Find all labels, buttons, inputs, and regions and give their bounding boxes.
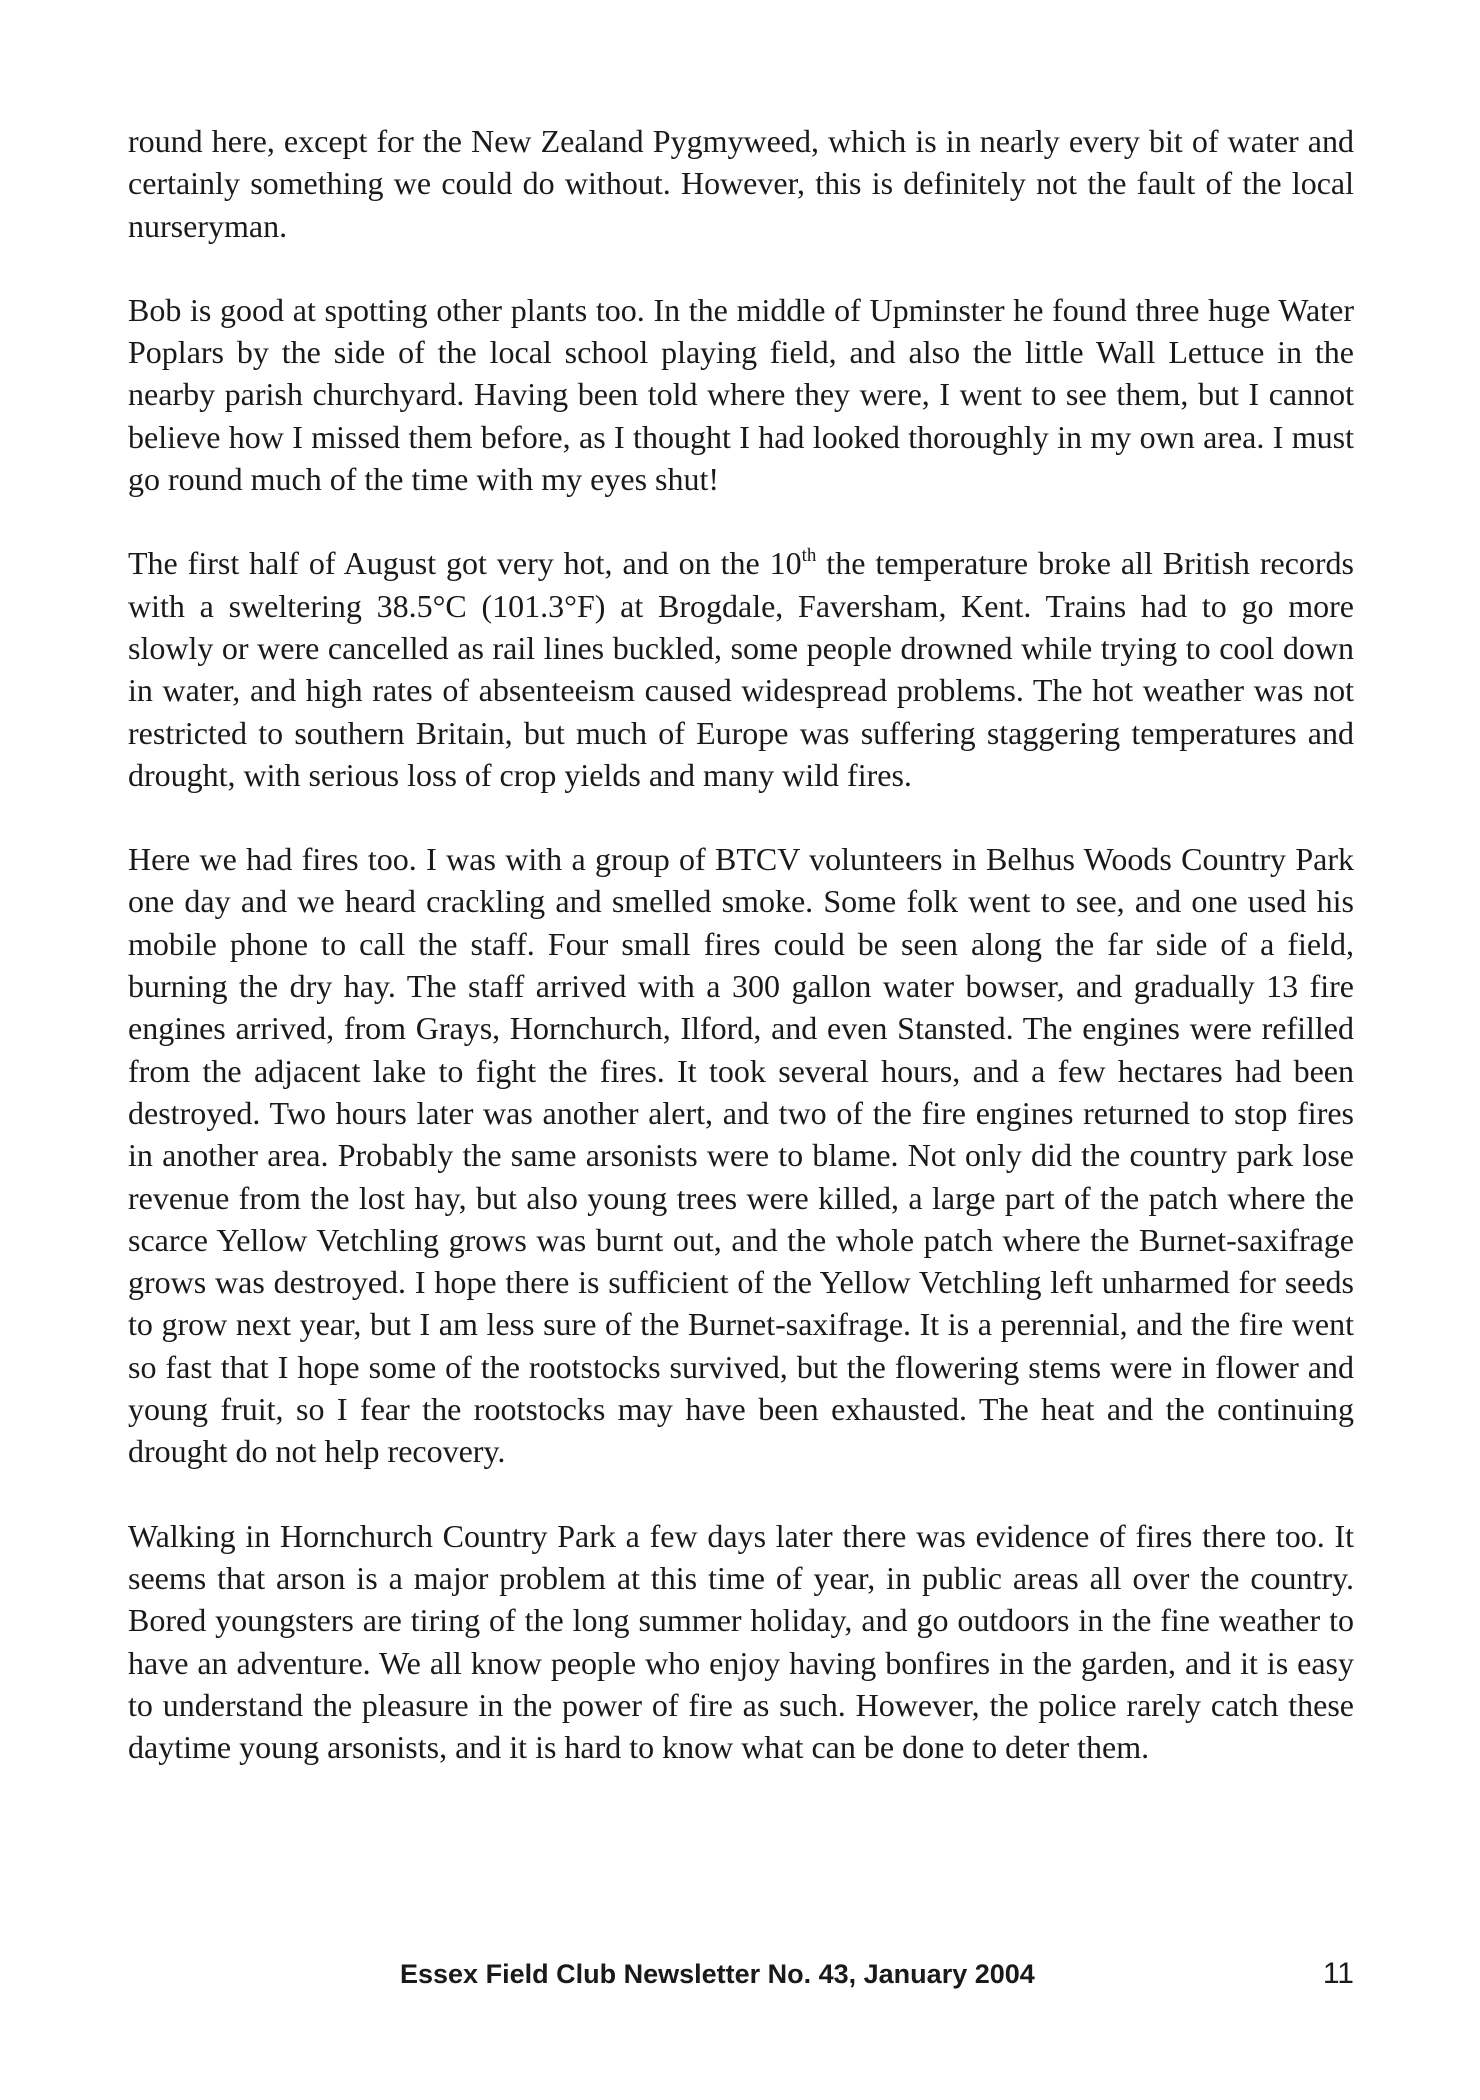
- heat-text-start: The first half of August got very hot, and on the 10: [128, 545, 802, 582]
- body-text: [128, 120, 1354, 1810]
- paragraph-hornchurch-arson: Walking in Hornchurch Country Park a few days later there was evidence of fires there too. It seems that arson is a major problem at this time of year, in public areas all over the country. Bored youngsters are tiring of the long summer holiday, and go outdoors in the fine weather to have an adventure. We all know people who enjoy having bonfires in the garden, and it is easy to understand the pleasure in the power of fire as such. However, the police rarely catch these daytime young arsonists, and it is hard to know what can be done to deter them.: [128, 1517, 1354, 1766]
- heat-text-rest: the temperature broke all British records with a sweltering 38.5°C (101.3°F) at Brogdale, Faversham, Kent. Trains had to go more slowly or were cancelled as rail lines buckled, some people drowned while trying to cool down in water, and high rates of absenteeism caused widespread problems. The hot weather was not restricted to southern Britain, but much of Europe was suffering staggering temperatures and drought, with serious loss of crop yields and many wild fires.: [128, 545, 1355, 793]
- ordinal-superscript: th: [801, 545, 817, 567]
- paragraph-bob-plants: Bob is good at spotting other plants too. In the middle of Upminster he found three huge Water Poplars by the side of the local school playing field, and also the little Wall Lettuce in the nearby parish churchyard. Having been told where they were, I went to see them, but I cannot believe how I missed them before, as I thought I had looked thoroughly in my own area. I must go round much of the time with my eyes shut!: [128, 291, 1354, 498]
- paragraph-pygmyweed: round here, except for the New Zealand Pygmyweed, which is in nearly every bit of water and certainly something we could do without. However, this is definitely not the fault of the local nurseryman.: [128, 123, 1354, 244]
- page-footer: [128, 1956, 1354, 1992]
- newsletter-title: Essex Field Club Newsletter No. 43, January 2004: [400, 1959, 1035, 1989]
- paragraph-august-heat: [128, 542, 1354, 796]
- page-number: 11: [1322, 1957, 1354, 1990]
- paragraph-belhus-fires: Here we had fires too. I was with a group of BTCV volunteers in Belhus Woods Country Park one day and we heard crackling and smelled smoke. Some folk went to see, and one used his mobile phone to call the staff. Four small fires could be seen along the far side of a field, burning the dry hay. The staff arrived with a 300 gallon water bowser, and gradually 13 fire engines arrived, from Grays, Hornchurch, Ilford, and even Stansted. The engines were refilled from the adjacent lake to fight the fires. It took several hours, and a few hectares had been destroyed. Two hours later was another alert, and two of the fire engines returned to stop fires in another area. Probably the same arsonists were to blame. Not only did the country park lose revenue from the lost hay, but also young trees were killed, a large part of the patch where the scarce Yellow Vetchling grows was burnt out, and the whole patch where the Burnet-saxifrage grows was destroyed. I hope there is sufficient of the Yellow Vetchling left unharmed for seeds to grow next year, but I am less sure of the Burnet-saxifrage. It is a perennial, and the fire went so fast that I hope some of the rootstocks survived, but the flowering stems were in flower and young fruit, so I fear the rootstocks may have been exhausted. The heat and the continuing drought do not help recovery.: [128, 841, 1354, 1470]
